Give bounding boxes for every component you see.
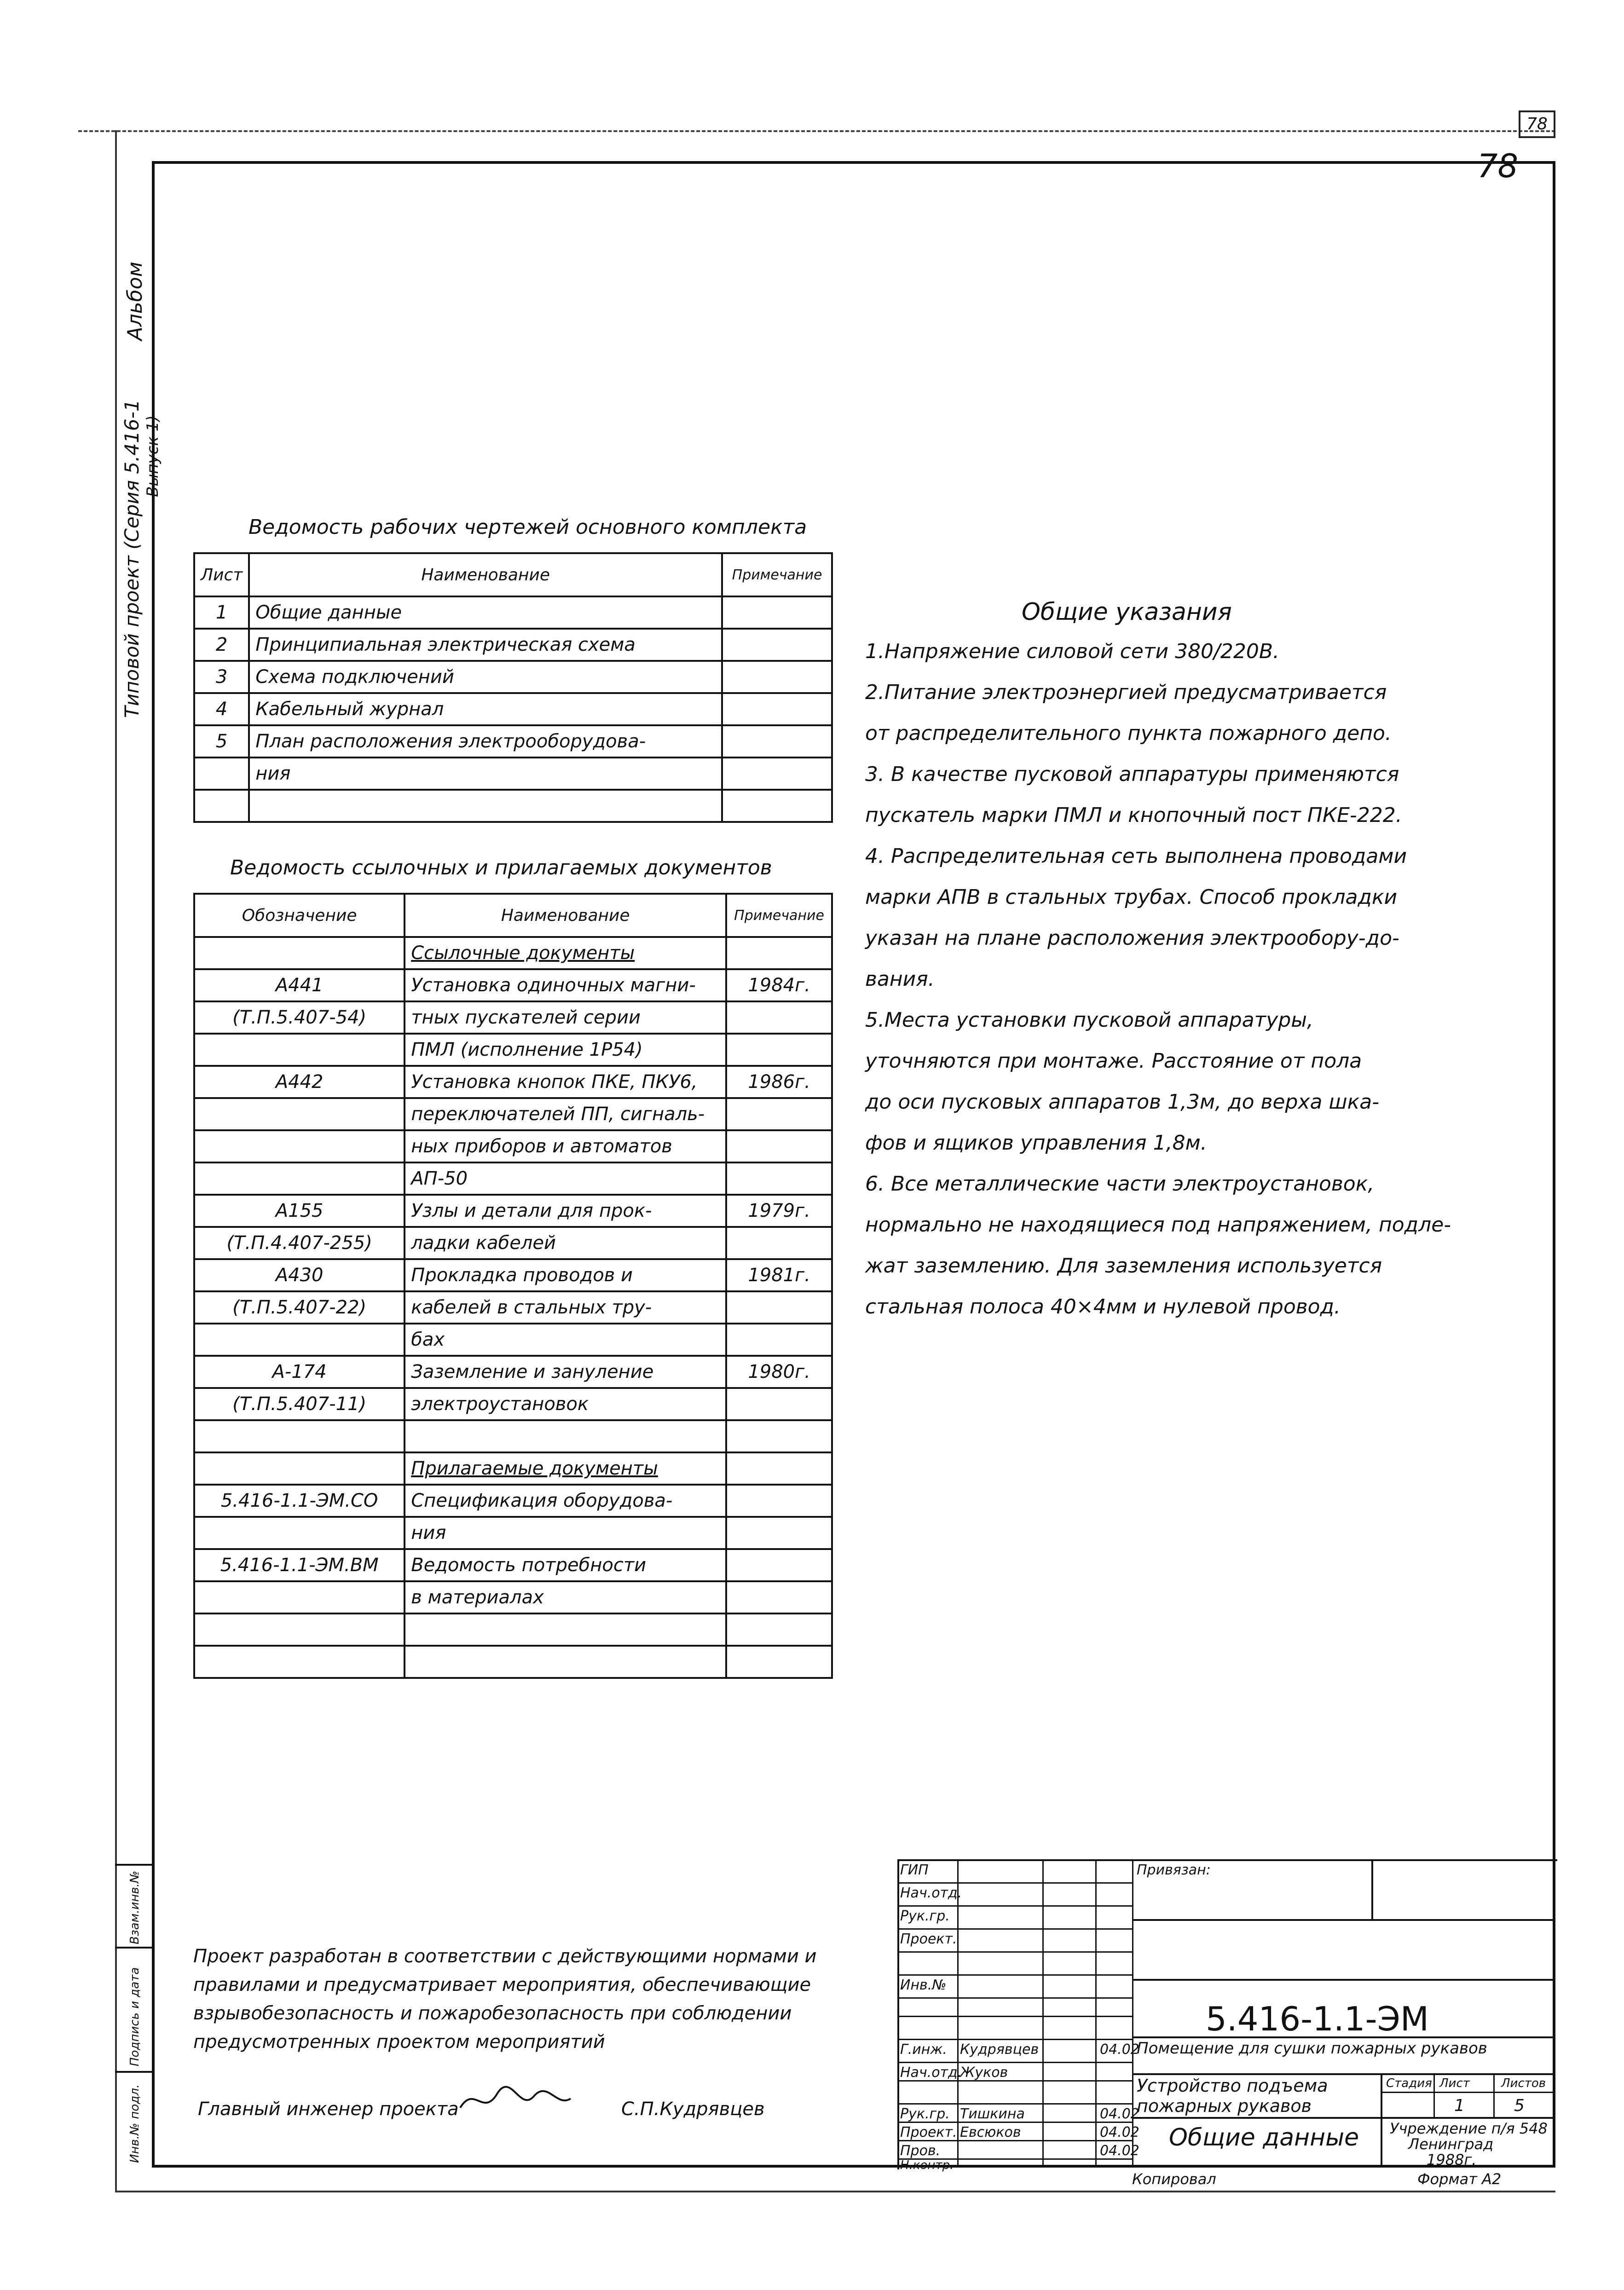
- stamp-org-3: 1988г.: [1427, 2151, 1477, 2169]
- table-row: [194, 1001, 832, 1034]
- title-block-row-line: [897, 2103, 1132, 2105]
- cell-name: Ссылочные документы: [405, 937, 726, 969]
- cell-sheet: 2: [194, 629, 249, 661]
- stamp-role-5: Проект.: [900, 2124, 957, 2140]
- general-note-line: до оси пусковых аппаратов 1,3м, до верха шка-: [865, 1090, 1380, 1114]
- table-row: [194, 725, 832, 758]
- cell-note: [722, 790, 832, 822]
- sheet-corner-number: 78: [1519, 110, 1555, 138]
- cell-designation: [194, 937, 405, 969]
- title-block-row-line: [897, 2062, 1132, 2063]
- stamp-document-code: 5.416-1.1-ЭМ: [1206, 2000, 1429, 2038]
- cell-designation: [194, 1613, 405, 1646]
- cell-name: ния: [249, 758, 722, 790]
- general-note-line: уточняются при монтаже. Расстояние от пола: [865, 1049, 1362, 1073]
- table-row: [194, 1227, 832, 1259]
- table-row: [194, 1388, 832, 1420]
- cell-designation: А-174: [194, 1356, 405, 1388]
- general-note-line: фов и ящиков управления 1,8м.: [865, 1131, 1207, 1155]
- title-block-col-line: [957, 1859, 959, 2168]
- project-note-text: Проект разработан в соответствии с действующими нормами и правилами и предусматривает мероприятия, обеспечивающие взрывобезопасность и пожаробезопасность при соблюдении предусмотренных проектом мероприятий: [193, 1946, 817, 2053]
- chief-engineer-label: Главный инженер проекта: [198, 2099, 459, 2120]
- album-label: Альбом: [123, 261, 147, 341]
- cell-name: в материалах: [405, 1581, 726, 1613]
- title-block-row-line: [897, 1928, 1132, 1930]
- title-block-line: [1132, 1979, 1555, 1981]
- cell-note: [726, 1034, 832, 1066]
- cell-note: [722, 758, 832, 790]
- general-note-line: марки АПВ в стальных трубах. Способ прокладки: [865, 885, 1398, 909]
- stamp-name-1: Кудрявцев: [960, 2041, 1039, 2058]
- cell-note: [726, 1613, 832, 1646]
- table-row: [194, 1098, 832, 1130]
- table-row: [194, 1324, 832, 1356]
- table-row: [194, 1549, 832, 1581]
- stamp-sheet-value: 1: [1454, 2096, 1465, 2115]
- table-row: [194, 1130, 832, 1162]
- cell-designation: 5.416-1.1-ЭМ.ВМ: [194, 1549, 405, 1581]
- cell-note: 1981г.: [726, 1259, 832, 1291]
- stamp-copied-label: Копировал: [1132, 2170, 1216, 2188]
- stamp-date-1: 04.02: [1100, 2041, 1139, 2058]
- stamp-date-6: 04.02: [1100, 2143, 1139, 2159]
- cell-designation: А155: [194, 1195, 405, 1227]
- cell-note: [726, 1517, 832, 1549]
- cell-name: Принципиальная электрическая схема: [249, 629, 722, 661]
- cell-name: кабелей в стальных тру-: [405, 1291, 726, 1324]
- stamp-org-1: Учреждение п/я 548: [1390, 2120, 1548, 2137]
- title-block-line: [1132, 2073, 1555, 2075]
- cell-name: электроустановок: [405, 1388, 726, 1420]
- table-row: [194, 1162, 832, 1195]
- cell-designation: [194, 1324, 405, 1356]
- stamp-name-5: Евсюков: [960, 2124, 1021, 2140]
- stamp-label-group: Рук.гр.: [900, 1908, 950, 1924]
- cell-name: Спецификация оборудова-: [405, 1485, 726, 1517]
- cell-note: [726, 1452, 832, 1485]
- cell-sheet: [194, 790, 249, 822]
- cell-name: бах: [405, 1324, 726, 1356]
- table-row: [194, 1066, 832, 1098]
- title-block-line: [1381, 2092, 1555, 2093]
- header-note: Примечание: [726, 894, 832, 937]
- header-designation: Обозначение: [194, 894, 405, 937]
- title-block-row-line: [897, 1974, 1132, 1976]
- title-block-line: [1132, 2117, 1555, 2119]
- stamp-building: Помещение для сушки пожарных рукавов: [1137, 2039, 1487, 2058]
- cell-designation: [194, 1162, 405, 1195]
- table-row: [194, 1517, 832, 1549]
- table-row: [194, 661, 832, 693]
- general-note-line: жат заземлению. Для заземления используется: [865, 1254, 1382, 1278]
- stamp-role-1: Г.инж.: [900, 2041, 947, 2058]
- title-block-row-line: [897, 1905, 1132, 1907]
- table-row: [194, 1452, 832, 1485]
- title-block-row-line: [897, 1882, 1132, 1884]
- drawings-list-table: [193, 552, 833, 823]
- cell-note: [726, 1001, 832, 1034]
- side-replace-label: Взам.инв.№: [128, 1871, 142, 1944]
- cell-designation: (Т.П.5.407-54): [194, 1001, 405, 1034]
- stamp-role-2: Нач.отд.: [900, 2064, 962, 2081]
- cell-note: [722, 693, 832, 725]
- general-note-line: 1.Напряжение силовой сети 380/220В.: [865, 640, 1280, 663]
- side-sign-label: Подпись и дата: [128, 1967, 142, 2066]
- cell-designation: (Т.П.4.407-255): [194, 1227, 405, 1259]
- header-name: Наименование: [405, 894, 726, 937]
- table-row: [194, 1356, 832, 1388]
- table-header-row: [194, 894, 832, 937]
- cell-note: [726, 1581, 832, 1613]
- stamp-date-4: 04.02: [1100, 2106, 1139, 2122]
- stamp-name-4: Тишкина: [960, 2106, 1025, 2122]
- cell-name: [405, 1613, 726, 1646]
- table-row: [194, 758, 832, 790]
- cell-note: [726, 1646, 832, 1678]
- cell-sheet: 5: [194, 725, 249, 758]
- sheet-cut-line-bottom: [115, 2191, 1555, 2192]
- stamp-role-4: Рук.гр.: [900, 2106, 950, 2122]
- cell-designation: А441: [194, 969, 405, 1001]
- title-block-line: [1433, 2073, 1435, 2117]
- general-note-line: от распределительного пункта пожарного депо.: [865, 722, 1392, 745]
- cell-designation: [194, 1452, 405, 1485]
- cell-note: [726, 1388, 832, 1420]
- cell-note: [726, 1162, 832, 1195]
- cell-name: Кабельный журнал: [249, 693, 722, 725]
- cell-note: [726, 1324, 832, 1356]
- general-notes-title: Общие указания: [1022, 598, 1232, 626]
- stamp-stage-label: Стадия: [1386, 2076, 1432, 2090]
- cell-name: Ведомость потребности: [405, 1549, 726, 1581]
- cell-sheet: 1: [194, 596, 249, 629]
- general-note-line: 4. Распределительная сеть выполнена проводами: [865, 844, 1407, 868]
- stamp-label-head: Нач.отд.: [900, 1885, 962, 1901]
- table-row: [194, 629, 832, 661]
- cell-name: [249, 790, 722, 822]
- cell-note: [722, 725, 832, 758]
- cell-name: Заземление и зануление: [405, 1356, 726, 1388]
- cell-designation: [194, 1130, 405, 1162]
- cell-designation: [194, 1420, 405, 1452]
- title-block-line: [1132, 1919, 1555, 1921]
- cell-note: [726, 937, 832, 969]
- cell-note: [726, 1098, 832, 1130]
- drawings-list-title: Ведомость рабочих чертежей основного комплекта: [249, 515, 807, 539]
- table-row: [194, 969, 832, 1001]
- cell-sheet: 3: [194, 661, 249, 693]
- table-row: [194, 1646, 832, 1678]
- table-row: [194, 596, 832, 629]
- title-block-line: [1493, 2073, 1495, 2117]
- general-note-line: 2.Питание электроэнергией предусматривается: [865, 681, 1387, 704]
- chief-engineer-name: С.П.Кудрявцев: [621, 2099, 765, 2120]
- general-note-line: указан на плане расположения электрообору-до-: [865, 926, 1399, 950]
- references-list-title: Ведомость ссылочных и прилагаемых документов: [230, 856, 772, 879]
- title-block-line: [1381, 2073, 1382, 2168]
- cell-name: ладки кабелей: [405, 1227, 726, 1259]
- stamp-sheets-label: Листов: [1501, 2076, 1546, 2090]
- cell-name: АП-50: [405, 1162, 726, 1195]
- stamp-role-6: Пров.: [900, 2143, 941, 2159]
- cell-note: [726, 1227, 832, 1259]
- stamp-sheet-label: Лист: [1439, 2076, 1470, 2090]
- cell-note: [726, 1291, 832, 1324]
- cell-name: Установка кнопок ПКЕ, ПКУ6,: [405, 1066, 726, 1098]
- cell-name: тных пускателей серии: [405, 1001, 726, 1034]
- cell-sheet: 4: [194, 693, 249, 725]
- table-header-row: [194, 553, 832, 596]
- stamp-format-label: Формат А2: [1417, 2170, 1502, 2188]
- sheet-number: 78: [1477, 147, 1519, 185]
- table-row: [194, 1291, 832, 1324]
- cell-name: ния: [405, 1517, 726, 1549]
- cell-name: План расположения электрооборудова-: [249, 725, 722, 758]
- cell-designation: [194, 1646, 405, 1678]
- table-row: [194, 1034, 832, 1066]
- cell-name: ных приборов и автоматов: [405, 1130, 726, 1162]
- cell-note: [726, 1485, 832, 1517]
- stamp-device: Устройство подъема пожарных рукавов: [1137, 2076, 1328, 2116]
- series-issue: Выпуск 1): [144, 415, 162, 497]
- stamp-label-inv: Инв.№: [900, 1977, 947, 1993]
- side-inv-label: Инв.№ подл.: [128, 2084, 142, 2163]
- cell-note: [722, 596, 832, 629]
- table-row: [194, 1259, 832, 1291]
- cell-name: [405, 1646, 726, 1678]
- stamp-label-gip: ГИП: [900, 1862, 929, 1878]
- header-note: Примечание: [722, 553, 832, 596]
- cell-name: Прокладка проводов и: [405, 1259, 726, 1291]
- cell-sheet: [194, 758, 249, 790]
- stamp-role-7: Н.контр.: [900, 2158, 954, 2172]
- cell-name: Прилагаемые документы: [405, 1452, 726, 1485]
- table-row: [194, 1613, 832, 1646]
- cell-note: 1979г.: [726, 1195, 832, 1227]
- title-block-row-line: [897, 1951, 1132, 1953]
- stamp-org-2: Ленинград: [1408, 2135, 1494, 2153]
- general-note-line: 3. В качестве пусковой аппаратуры применяются: [865, 763, 1399, 786]
- cell-name: Узлы и детали для прок-: [405, 1195, 726, 1227]
- cell-name: Установка одиночных магни-: [405, 969, 726, 1001]
- cell-note: [726, 1420, 832, 1452]
- title-block-row-line: [897, 2016, 1132, 2017]
- general-note-line: стальная полоса 40×4мм и нулевой провод.: [865, 1295, 1341, 1318]
- general-note-line: пускатель марки ПМЛ и кнопочный пост ПКЕ-222.: [865, 804, 1402, 827]
- series-label: Типовой проект (Серия 5.416-1: [121, 399, 143, 718]
- general-note-line: вания.: [865, 967, 935, 991]
- stamp-label-project: Проект.: [900, 1931, 957, 1947]
- table-row: [194, 693, 832, 725]
- table-row: [194, 1195, 832, 1227]
- general-note-line: нормально не находящиеся под напряжением, подле-: [865, 1213, 1451, 1237]
- table-row: [194, 790, 832, 822]
- cell-note: [726, 1549, 832, 1581]
- cell-designation: (Т.П.5.407-22): [194, 1291, 405, 1324]
- cell-name: Общие данные: [249, 596, 722, 629]
- cell-designation: [194, 1034, 405, 1066]
- cell-designation: 5.416-1.1-ЭМ.СО: [194, 1485, 405, 1517]
- cell-designation: (Т.П.5.407-11): [194, 1388, 405, 1420]
- cell-note: 1980г.: [726, 1356, 832, 1388]
- title-block-col-line: [1095, 1859, 1097, 2168]
- cell-designation: [194, 1581, 405, 1613]
- stamp-date-5: 04.02: [1100, 2124, 1139, 2140]
- stamp-name-2: Жуков: [960, 2064, 1008, 2081]
- cell-designation: А430: [194, 1259, 405, 1291]
- header-name: Наименование: [249, 553, 722, 596]
- cell-designation: [194, 1517, 405, 1549]
- stamp-sheets-value: 5: [1514, 2096, 1525, 2115]
- title-block-row-line: [897, 1997, 1132, 1999]
- cell-designation: [194, 1098, 405, 1130]
- stamp-attached-label: Привязан:: [1137, 1862, 1211, 1878]
- table-row: [194, 1485, 832, 1517]
- title-block-row-line: [897, 2039, 1132, 2040]
- title-block-col-line: [1042, 1859, 1044, 2168]
- cell-note: 1986г.: [726, 1066, 832, 1098]
- table-row: [194, 937, 832, 969]
- cell-note: [726, 1130, 832, 1162]
- chief-engineer-signature: [456, 2080, 575, 2122]
- cell-name: переключателей ПП, сигналь-: [405, 1098, 726, 1130]
- table-row: [194, 1581, 832, 1613]
- cell-designation: А442: [194, 1066, 405, 1098]
- cell-note: [722, 661, 832, 693]
- stamp-document-title: Общие данные: [1169, 2124, 1359, 2151]
- cell-name: ПМЛ (исполнение 1Р54): [405, 1034, 726, 1066]
- cell-name: Схема подключений: [249, 661, 722, 693]
- header-sheet: Лист: [194, 553, 249, 596]
- sheet-cut-line-top: [78, 130, 1555, 132]
- references-list-table: [193, 893, 833, 1679]
- title-block-line: [1371, 1859, 1373, 1919]
- general-note-line: 5.Места установки пусковой аппаратуры,: [865, 1008, 1313, 1032]
- cell-note: [722, 629, 832, 661]
- general-note-line: 6. Все металлические части электроустановок,: [865, 1172, 1375, 1196]
- table-row: [194, 1420, 832, 1452]
- cell-note: 1984г.: [726, 969, 832, 1001]
- cell-name: [405, 1420, 726, 1452]
